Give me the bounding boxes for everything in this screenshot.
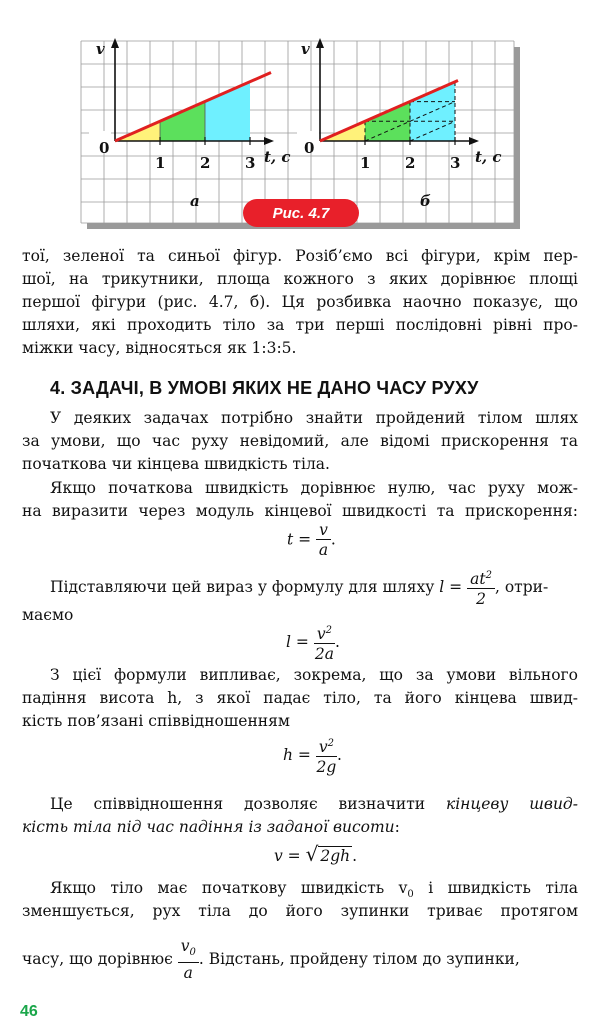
paragraph-line: міжки часу, відносяться як 1:3:5.: [22, 339, 297, 357]
left-axis-x-label: t, c: [264, 148, 291, 166]
page-number: 46: [20, 1003, 38, 1020]
paragraph-line: на виразити через модуль кінцевої швидкості та прискорення:: [22, 502, 578, 520]
right-tick-2: 2: [405, 154, 416, 172]
section-title: 4. ЗАДАЧІ, В УМОВІ ЯКИХ НЕ ДАНО ЧАСУ РУХУ: [50, 378, 479, 398]
right-axis-x-label: t, c: [475, 148, 502, 166]
paragraph-line: Якщо тіло має початкову швидкість $v_0$ і швидкість тіла: [50, 879, 578, 901]
label-b: б: [420, 192, 431, 210]
right-tick-3: 3: [450, 154, 461, 172]
formula-h: h = $\frac{v^2}{2g}$ .: [283, 735, 342, 777]
paragraph-line: падіння висота h, з якої падає тіло, та його кінцева швид-: [22, 689, 578, 707]
right-axis-y-label: v: [301, 40, 310, 58]
right-tick-0: 0: [304, 139, 315, 157]
formula-l: l = $\frac{v^2}{2a}$ .: [286, 622, 340, 664]
paragraph-line: зменшується, рух тіла до його зупинки триває протягом: [22, 902, 578, 920]
paragraph-line: за умови, що час руху невідомий, але відомі прискорення та: [22, 432, 578, 450]
left-tick-3: 3: [245, 154, 256, 172]
left-axis-y-label: v: [96, 40, 105, 58]
paragraph-with-formula: Підставляючи цей вираз у формулу для шляху l = $\frac{at^2}{2}$ , отри-: [50, 567, 548, 609]
paragraph-line: У деяких задачах потрібно знайти пройдений тілом шлях: [50, 409, 578, 427]
paragraph-line: тої, зеленої та синьої фігур. Розіб’ємо всі фігури, крім пер-: [22, 247, 578, 265]
figure-4-7: [75, 35, 525, 230]
figure-caption: Рис. 4.7: [272, 205, 330, 222]
paragraph-line: першої фігури (рис. 4.7, б). Ця розбивка наочно показує, що: [22, 293, 578, 311]
left-tick-0: 0: [99, 139, 110, 157]
label-a: а: [190, 192, 200, 210]
paragraph-line: початкова чи кінцева швидкість тіла.: [22, 455, 330, 473]
formula-v: v = √ 2gh .: [274, 842, 358, 866]
paragraph-line: кість тіла під час падіння із заданої висоти:: [22, 818, 400, 836]
paragraph-line: маємо: [22, 606, 74, 624]
formula-t: t = $\frac{v}{a}$ .: [287, 521, 336, 559]
paragraph-line: шої, на трикутники, площа кожного з яких дорівнює площі: [22, 270, 578, 288]
paragraph-line: шляхи, які проходить тіло за три перші послідовні рівні про-: [22, 316, 578, 334]
paragraph-line: Це співвідношення дозволяє визначити кінцеву швид-: [50, 795, 578, 813]
paragraph-with-formula: часу, що дорівнює $\frac{v_0}{a}$ . Відстань, пройдену тілом до зупинки,: [22, 937, 520, 983]
left-tick-2: 2: [200, 154, 211, 172]
left-tick-1: 1: [155, 154, 166, 172]
paragraph-line: Якщо початкова швидкість дорівнює нулю, час руху мож-: [50, 479, 578, 497]
paragraph-line: кість пов’язані співвідношенням: [22, 712, 290, 730]
paragraph-line: З цієї формули випливає, зокрема, що за умови вільного: [50, 666, 578, 684]
right-tick-1: 1: [360, 154, 371, 172]
